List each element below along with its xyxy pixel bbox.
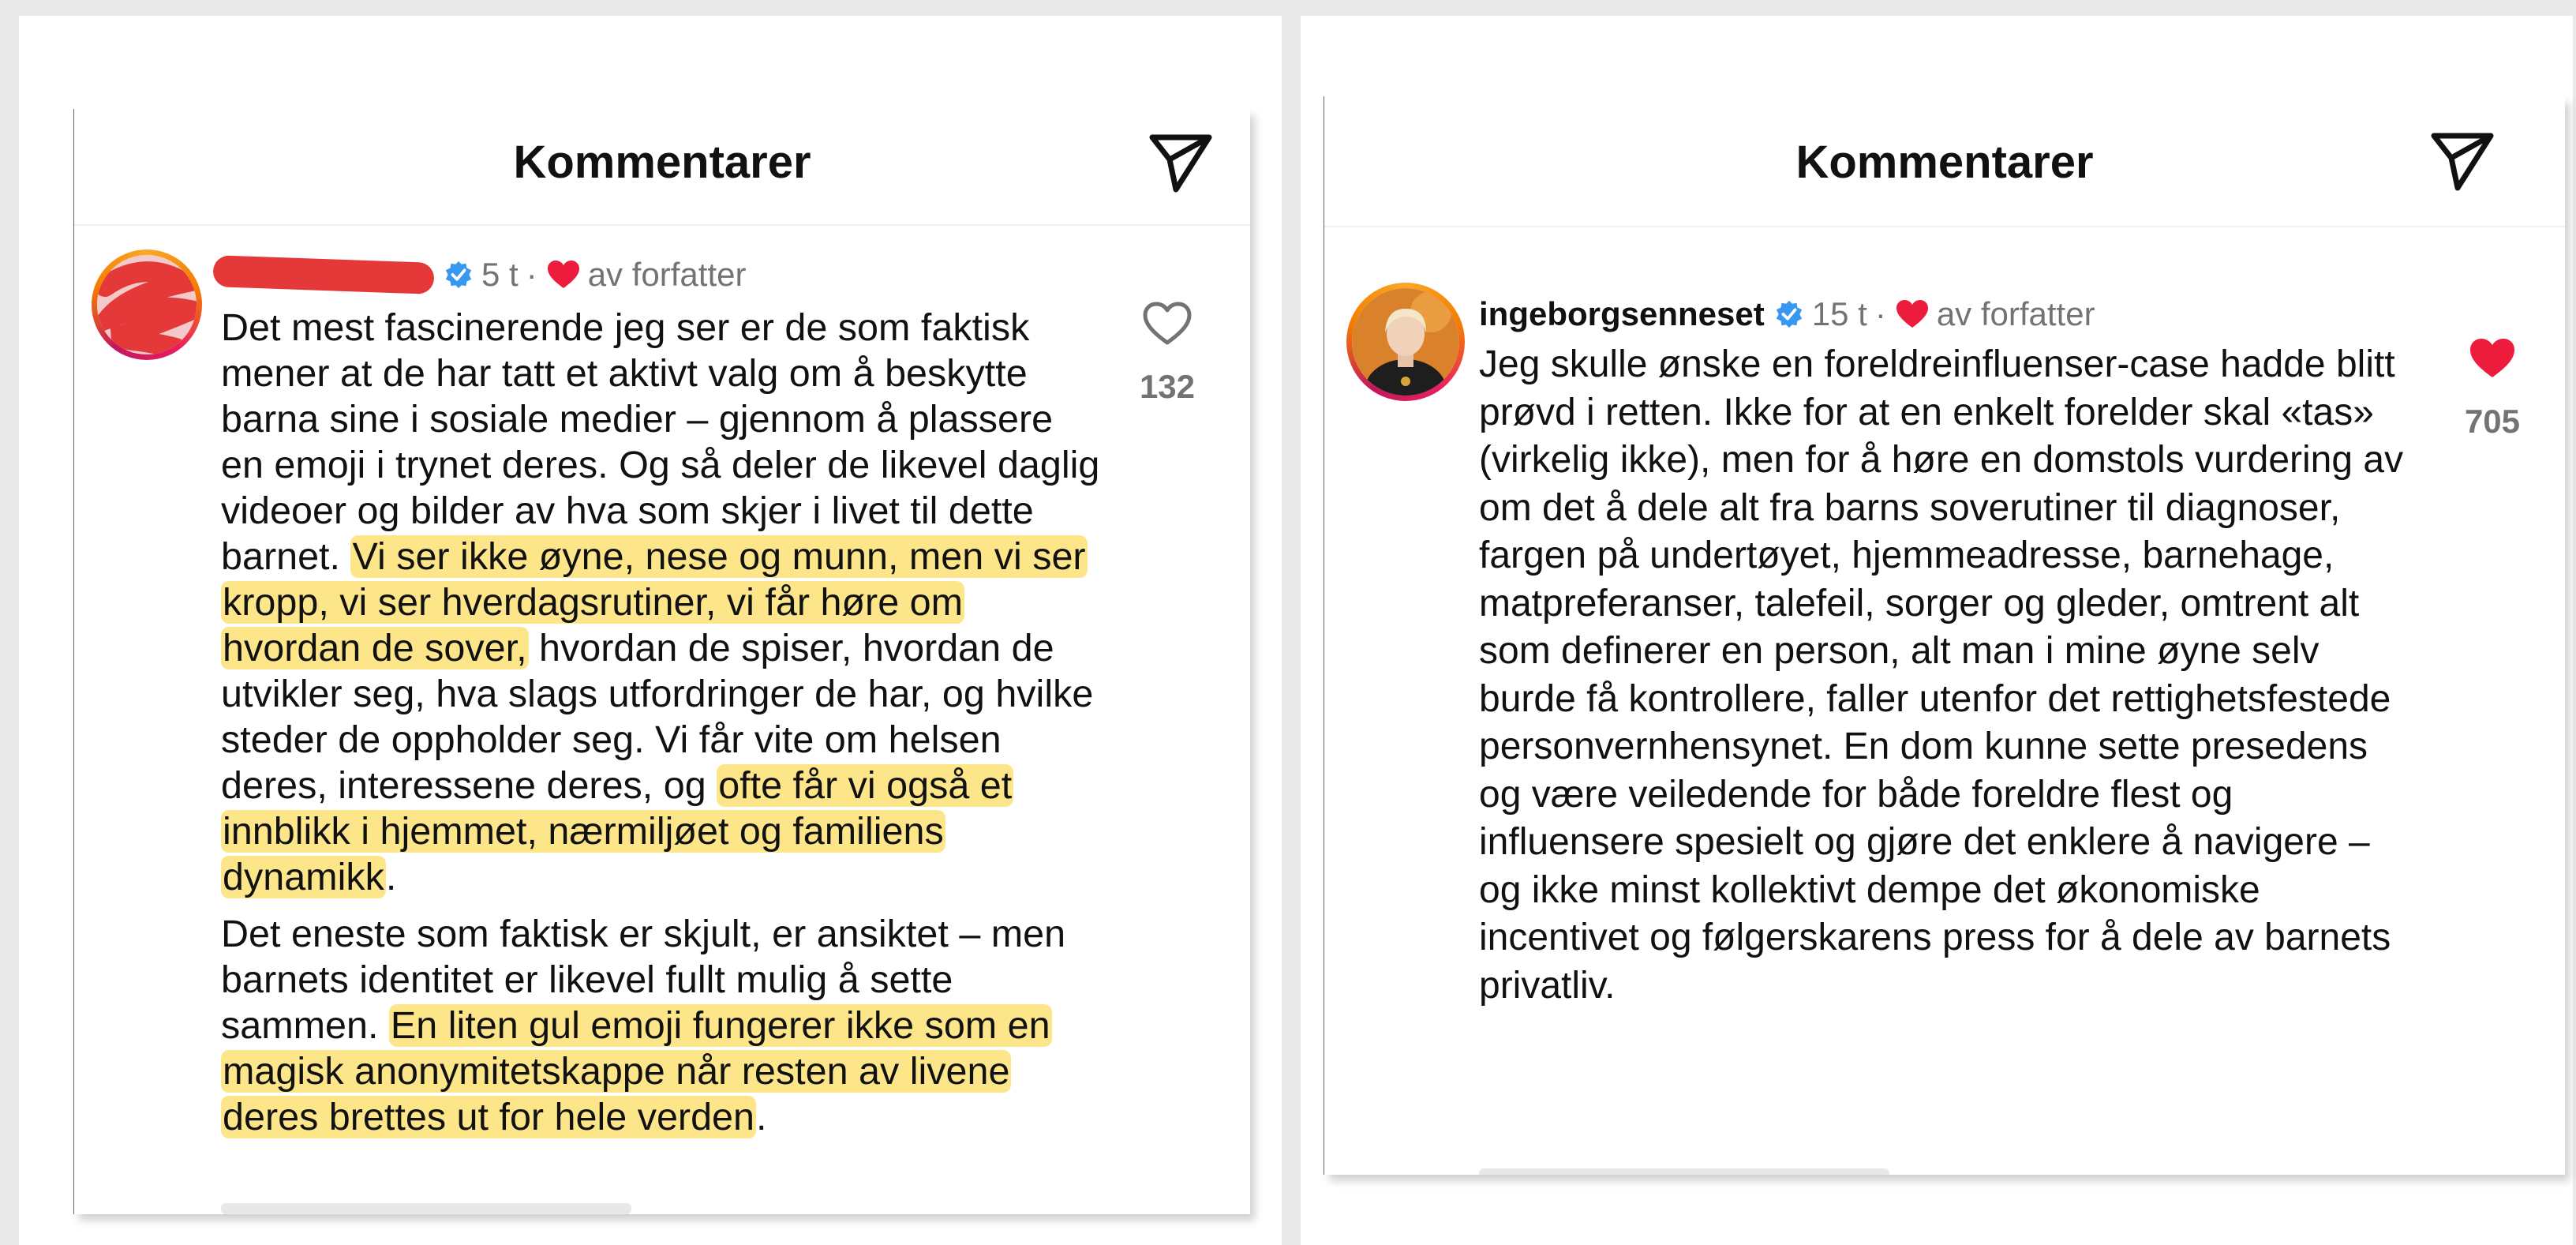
meta-separator: ·: [1874, 295, 1886, 332]
highlighted-text: En liten gul emoji fungerer ikke som en magisk anonymitetskappe når resten av livene deres brettes ut for hele verden: [223, 1004, 1050, 1138]
right-screenshot-panel: [1301, 16, 2573, 1245]
meta-separator: ·: [526, 256, 537, 293]
right-comments-sheet: [1324, 96, 2565, 1175]
like-count: 132: [1139, 368, 1196, 405]
comment-time: 5 t: [481, 256, 519, 293]
heart-filled-icon: [547, 260, 580, 290]
like-column: [2453, 336, 2532, 441]
comment-text: [221, 305, 1105, 1140]
highlighted-text: ofte får vi også et innblikk i hjemmet, nærmiljøet og familiens dynamikk: [223, 764, 1013, 898]
redaction-mark: [212, 255, 434, 294]
cropped-next-line: [1479, 1168, 1889, 1175]
heart-filled-icon: [1896, 299, 1929, 329]
liked-by-author-label: av forfatter: [1936, 295, 2095, 332]
avatar[interactable]: [92, 249, 202, 360]
header-title: Kommentarer: [513, 137, 811, 188]
comment-text: Jeg skulle ønske en foreldreinfluenser-case hadde blitt prøvd i retten. Ikke for at en enkelt forelder skal «tas» (virkelig ikke), men for å høre en domstols vurdering av om det å dele alt fra barns soverutiner til diagnoser, fargen på undertøyet, hjemmeadresse, barnehage, matpreferanser, talefeil, sorger og gleder, omtrent alt som definerer en person, alt man i mine øyne selv burde få kontrollere, faller utenfor det rettighetsfestede personvernhensynet. En dom kunne sette presedens og være veiledende for både foreldre flest og influensere spesielt og gjøre det enklere å navigere – og ikke minst kollektivt dempe det økonomiske incentivet og følgerskarens press for å dele av barnets privatliv.: [1479, 343, 2404, 1007]
redacted-avatar-scribble: [97, 255, 197, 354]
username[interactable]: ingeborgsenneset: [1479, 295, 1765, 332]
paper-plane-icon[interactable]: [2429, 131, 2496, 191]
heart-filled-icon[interactable]: [2468, 336, 2517, 381]
verified-badge-icon: [1774, 299, 1804, 329]
comments-header: [1324, 96, 2565, 227]
header-title: Kommentarer: [1795, 137, 2094, 188]
like-column: [1132, 302, 1203, 406]
left-screenshot-panel: [19, 16, 1282, 1245]
avatar[interactable]: [1346, 283, 1465, 401]
highlighted-text: Vi ser ikke øyne, nese og munn, men vi ser kropp, vi ser hverdagsrutiner, vi får høre om hvordan de sover,: [223, 535, 1086, 669]
paper-plane-icon[interactable]: [1148, 133, 1214, 193]
like-count: 705: [2464, 403, 2521, 440]
username-redacted[interactable]: [213, 259, 434, 291]
verified-badge-icon: [444, 260, 474, 290]
heart-outline-icon[interactable]: [1143, 302, 1192, 346]
left-comments-sheet: [74, 109, 1250, 1214]
comments-header: [74, 109, 1250, 226]
cropped-next-line: [221, 1203, 631, 1214]
liked-by-author-label: av forfatter: [587, 256, 747, 293]
comment-paragraph-2: Det eneste som faktisk er skjult, er ansiktet – men barnets identitet er likevel fullt mulig å sette sammen. En liten gul emoji fungerer ikke som en magisk anonymitetskappe når resten av livene deres brettes ut for hele verden.: [221, 913, 1066, 1138]
comment-meta: [213, 256, 746, 294]
comment-meta: [1479, 295, 2095, 333]
profile-photo: [1352, 288, 1459, 396]
comment-paragraph-1: Det mest fascinerende jeg ser er de som faktisk mener at de har tatt et aktivt valg om å beskytte barna sine i sosiale medier – gjennom å plassere en emoji i trynet deres. Og så deler de likevel daglig videoer og bilder av hva som skjer i livet til dette barnet. Vi ser ikke øyne, nese og munn, men vi ser kropp, vi ser hverdagsrutiner, vi får høre om hvordan de sover, hvordan de spiser, hvordan de utvikler seg, hva slags utfordringer de har, og hvilke steder de oppholder seg. Vi får vite om helsen deres, interessene deres, og ofte får vi også et innblikk i hjemmet, nærmiljøet og familiens dynamikk.: [221, 306, 1100, 898]
comment-time: 15 t: [1811, 295, 1867, 332]
